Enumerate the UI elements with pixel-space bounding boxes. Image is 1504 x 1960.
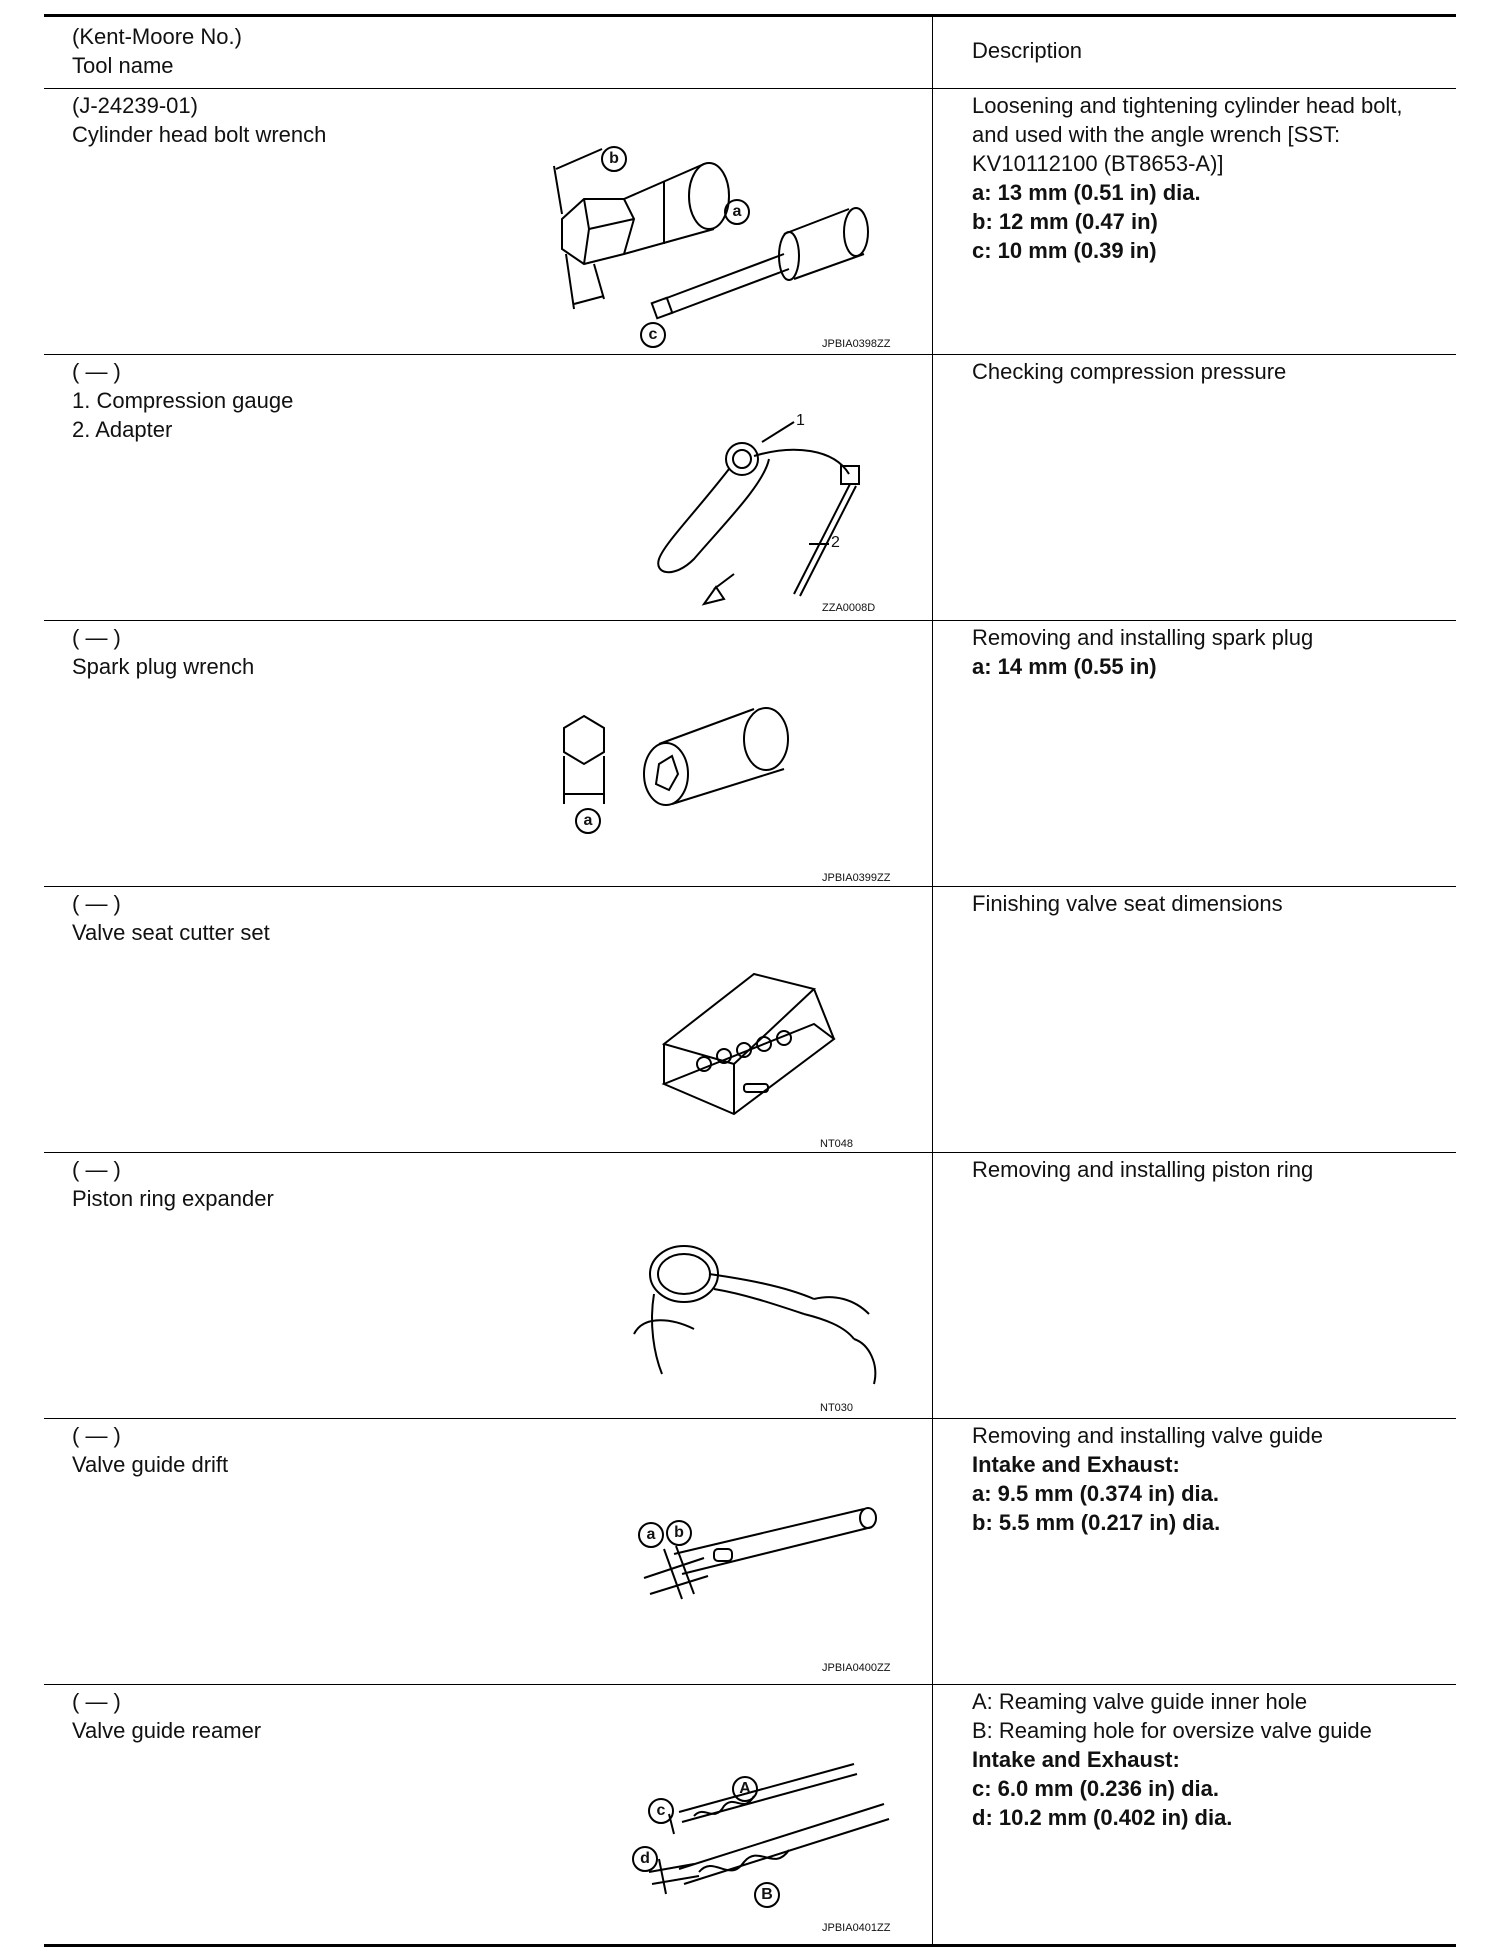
description-line: B: Reaming hole for oversize valve guide xyxy=(972,1718,1372,1743)
table-bottom-rule xyxy=(44,1944,1456,1947)
description-line: a: 14 mm (0.55 in) xyxy=(972,654,1157,679)
figure-code: ZZA0008D xyxy=(822,602,876,614)
row-divider xyxy=(44,1418,1456,1419)
valve-guide-reamer-figure xyxy=(604,1754,924,1944)
tool-number: ( — ) xyxy=(72,625,121,650)
table-top-rule xyxy=(44,14,1456,17)
label-a: a xyxy=(575,808,601,834)
spark-plug-wrench-figure xyxy=(544,694,924,920)
tool-name: Valve guide drift xyxy=(72,1452,229,1477)
label-a: a xyxy=(724,199,750,225)
label-1: 1 xyxy=(796,412,805,429)
compression-gauge-figure xyxy=(604,394,924,620)
tool-name: 2. Adapter xyxy=(72,417,173,442)
valve-seat-cutter-set-figure xyxy=(624,954,924,1154)
description-line: Removing and installing spark plug xyxy=(972,625,1314,650)
row-divider xyxy=(44,620,1456,621)
description-spark-plug-wrench xyxy=(972,623,1313,681)
description-compression-gauge xyxy=(972,357,1286,386)
tool-cell-compression-gauge xyxy=(72,357,293,444)
label-B: B xyxy=(754,1882,780,1908)
description-line: c: 10 mm (0.39 in) xyxy=(972,238,1157,263)
figure-code: NT048 xyxy=(820,1138,854,1150)
label-b: b xyxy=(666,1520,692,1546)
header-description-label: Description xyxy=(972,38,1083,63)
tool-cell-cylinder-head-bolt-wrench xyxy=(72,91,326,149)
description-line: and used with the angle wrench [SST: xyxy=(972,122,1341,147)
description-cylinder-head-bolt-wrench xyxy=(972,91,1403,265)
figure-code: NT030 xyxy=(820,1402,854,1414)
description-line: Loosening and tightening cylinder head bolt, xyxy=(972,93,1403,118)
cylinder-head-bolt-wrench-figure xyxy=(544,104,924,354)
description-line: A: Reaming valve guide inner hole xyxy=(972,1689,1308,1714)
description-line: a: 9.5 mm (0.374 in) dia. xyxy=(972,1481,1219,1506)
column-divider xyxy=(932,14,933,1944)
header-kent-moore-label: (Kent-Moore No.) xyxy=(72,24,242,49)
description-line: Checking compression pressure xyxy=(972,359,1287,384)
tool-number: ( — ) xyxy=(72,891,121,916)
row-divider xyxy=(44,1684,1456,1685)
header-description-column xyxy=(972,36,1082,65)
tool-table xyxy=(44,14,1456,1944)
tool-name: Spark plug wrench xyxy=(72,654,255,679)
tool-cell-valve-guide-reamer xyxy=(72,1687,261,1745)
label-a: a xyxy=(638,1522,664,1548)
figure-code: JPBIA0398ZZ xyxy=(822,338,891,350)
description-valve-guide-reamer xyxy=(972,1687,1372,1832)
description-line: a: 13 mm (0.51 in) dia. xyxy=(972,180,1201,205)
header-tool-column xyxy=(72,22,242,80)
row-divider xyxy=(44,354,1456,355)
header-tool-name-label: Tool name xyxy=(72,53,174,78)
tool-name: Valve guide reamer xyxy=(72,1718,262,1743)
tool-cell-valve-seat-cutter-set xyxy=(72,889,270,947)
figure-code: JPBIA0400ZZ xyxy=(822,1662,891,1674)
tool-cell-valve-guide-drift xyxy=(72,1421,228,1479)
description-line: Intake and Exhaust: xyxy=(972,1452,1180,1477)
figure-code: JPBIA0399ZZ xyxy=(822,872,891,884)
valve-guide-drift-figure xyxy=(604,1494,924,1684)
label-b: b xyxy=(601,146,627,172)
description-line: d: 10.2 mm (0.402 in) dia. xyxy=(972,1805,1233,1830)
description-line: Intake and Exhaust: xyxy=(972,1747,1180,1772)
description-line: KV10112100 (BT8653-A)] xyxy=(972,151,1224,176)
label-A: A xyxy=(732,1776,758,1802)
tool-number: ( — ) xyxy=(72,1157,121,1182)
tool-number: ( — ) xyxy=(72,359,121,384)
tool-cell-spark-plug-wrench xyxy=(72,623,254,681)
description-line: Finishing valve seat dimensions xyxy=(972,891,1283,916)
description-line: Removing and installing valve guide xyxy=(972,1423,1323,1448)
header-divider xyxy=(44,88,1456,89)
description-valve-guide-drift xyxy=(972,1421,1323,1537)
tool-name: Cylinder head bolt wrench xyxy=(72,122,327,147)
tool-number: ( — ) xyxy=(72,1423,121,1448)
description-line: c: 6.0 mm (0.236 in) dia. xyxy=(972,1776,1219,1801)
label-d: d xyxy=(632,1846,658,1872)
description-piston-ring-expander xyxy=(972,1155,1313,1184)
figure-code: JPBIA0401ZZ xyxy=(822,1922,891,1934)
tool-number: (J-24239-01) xyxy=(72,93,198,118)
label-c: c xyxy=(640,322,666,348)
description-line: b: 12 mm (0.47 in) xyxy=(972,209,1158,234)
tool-number: ( — ) xyxy=(72,1689,121,1714)
description-line: Removing and installing piston ring xyxy=(972,1157,1314,1182)
label-c: c xyxy=(648,1798,674,1824)
tool-name: Valve seat cutter set xyxy=(72,920,270,945)
tool-name: 1. Compression gauge xyxy=(72,388,294,413)
tool-name: Piston ring expander xyxy=(72,1186,274,1211)
description-valve-seat-cutter-set xyxy=(972,889,1283,918)
tool-cell-piston-ring-expander xyxy=(72,1155,274,1213)
piston-ring-expander-figure xyxy=(614,1214,924,1418)
label-2: 2 xyxy=(831,534,840,551)
description-line: b: 5.5 mm (0.217 in) dia. xyxy=(972,1510,1221,1535)
